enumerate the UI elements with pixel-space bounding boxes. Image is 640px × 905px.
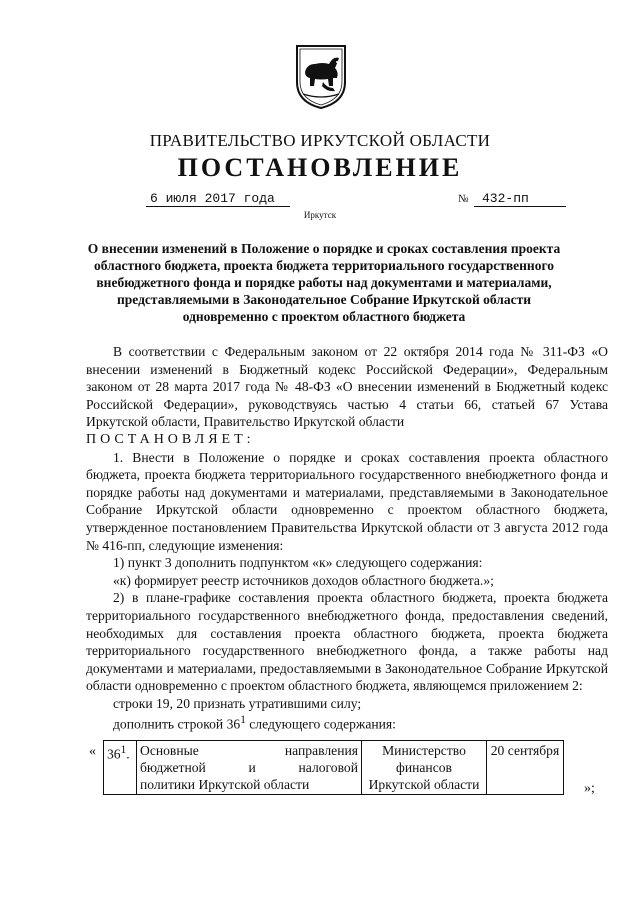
inserted-row-table (103, 740, 564, 795)
item-1-2-b-sup: 1 (240, 714, 246, 727)
open-quote: « (89, 744, 96, 759)
preamble-paragraph: В соответствии с Федеральным законом от 22 октября 2014 года № 311-ФЗ «О внесении изменений в Бюджетный кодекс Российской Федерации», Федеральным законом от 28 марта 2017 года № 48-ФЗ «О внесении изменений в Бюджетный кодекс Российской Федерации», руководствуясь частью 4 статьи 66, статьей 67 Устава Иркутской области, Правительство Иркутской области (86, 344, 608, 430)
document-number: 432-пп (474, 191, 566, 207)
row-name-line-2 (140, 759, 358, 776)
document-date: 6 июля 2017 года (146, 191, 290, 207)
row-number-dot: . (126, 746, 130, 762)
item-1-2-b-pre: дополнить строкой 36 (113, 717, 241, 732)
government-name: ПРАВИТЕЛЬСТВО ИРКУТСКОЙ ОБЛАСТИ (149, 131, 491, 150)
row-number-sup: 1 (120, 744, 127, 756)
row-name-line-1 (140, 742, 358, 759)
row-name-word: направления (284, 743, 358, 758)
inserted-row-block (86, 738, 610, 798)
row-number: 36 (107, 746, 121, 762)
coat-of-arms-emblem (293, 42, 349, 110)
row-name-word: Основные (140, 743, 199, 758)
close-quote: »; (584, 781, 595, 796)
row-name-word: налоговой (298, 760, 358, 775)
row-number-cell (104, 741, 137, 795)
row-name-line-3: политики Иркутской области (140, 777, 310, 792)
number-label: № (458, 193, 469, 205)
row-name-word: и (248, 760, 256, 775)
resolves-word: ПОСТАНОВЛЯЕТ: (86, 431, 255, 447)
document-type: ПОСТАНОВЛЕНИЕ (177, 153, 463, 182)
document-city: Иркутск (303, 210, 337, 220)
item-1-1-paragraph: 1) пункт 3 дополнить подпунктом «к» следующего содержания: (113, 555, 483, 571)
row-name-cell (137, 741, 362, 795)
row-deadline-cell: 20 сентября (487, 741, 564, 795)
document-body (86, 343, 608, 734)
item-1-1-text-paragraph: «к) формирует реестр источников доходов областного бюджета.»; (113, 572, 494, 588)
item-1-2-a-paragraph: строки 19, 20 признать утратившими силу; (113, 695, 362, 711)
item-1-paragraph: 1. Внести в Положение о порядке и сроках составления проекта областного бюджета, проекта бюджета территориального государственного внебюджетного фонда и порядке работы над документами и материалами, представляемыми в Законодательное Собрание Иркутской области одновременно с проектом областного бюджета, утвержденное постановлением Правительства Иркутской области от 3 августа 2012 года № 416-пп, следующие изменения: (86, 449, 608, 553)
row-name-word: бюджетной (140, 760, 206, 775)
item-1-2-b-paragraph (86, 712, 608, 733)
item-1-2-b-post: следующего содержания: (245, 717, 396, 732)
table-row (104, 741, 564, 795)
row-executor-cell: Министерство финансов Иркутской области (362, 741, 487, 795)
item-1-2-paragraph: 2) в плане-графике составления проекта областного бюджета, проекта бюджета территориального государственного внебюджетного фонда, предоставления сведений, необходимых для составления проекта областного бюджета, проекта бюджета территориального государственного внебюджетного фонда, а также работы над документами и материалами, предоставляемыми в Законодательное Собрание Иркутской области одновременно с проектом областного бюджета, являющемся приложением 2: (86, 590, 608, 694)
document-heading: О внесении изменений в Положение о порядке и сроках составления проекта областного бюджета, проекта бюджета территориального государственного внебюджетного фонда и порядке работы над документами и материалами, представляемыми в Законодательное Собрание Иркутской области одновременно с проектом областного бюджета (87, 241, 561, 324)
